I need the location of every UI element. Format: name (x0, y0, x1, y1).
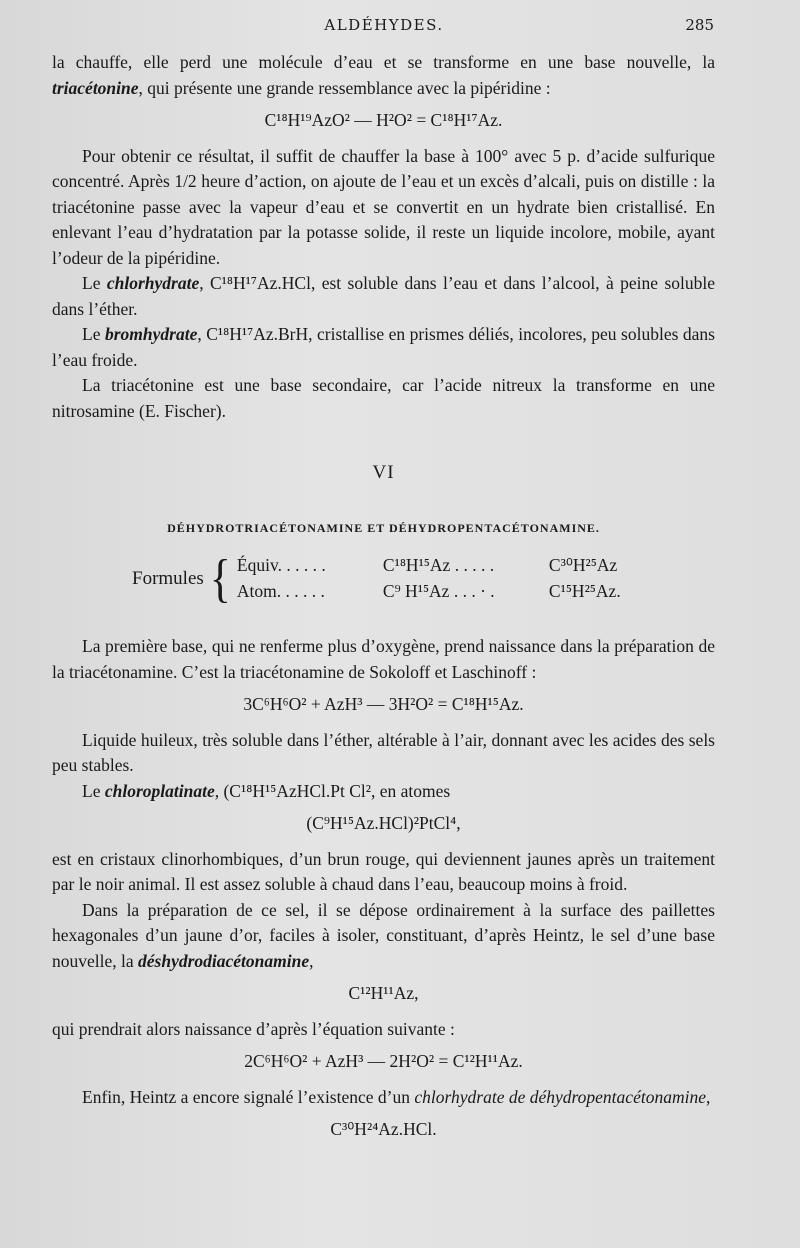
text-run: Le (82, 780, 105, 801)
body-text (52, 50, 715, 1153)
row-label: Équiv. . . . . . (236, 555, 326, 575)
text-run: , C¹⁸H¹⁷Az.BrH, cristallise en prismes déliés, incolores, peu solubles dans l’eau froide. (52, 324, 715, 370)
equation-5: 2C⁶H⁶O² + AzH³ — 2H²O² = C¹²H¹¹Az. (244, 1051, 523, 1071)
formula-cell: C⁹ H¹⁵Az . . . · . (382, 580, 495, 601)
text-run: , (C¹⁸H¹⁵AzHCl.Pt Cl², en atomes (214, 780, 451, 801)
formula-row-equiv (237, 553, 669, 579)
running-head: ALDÉHYDES. (324, 16, 444, 34)
paragraph-4 (52, 322, 715, 373)
paragraph-2: Pour obtenir ce résultat, il suffit de chauffer la base à 100° avec 5 p. d’acide sulfurique concentré. Après 1/2 heure d’action, on ajoute de l’eau et un excès d’alcali, puis on distille : la triacétonine passe avec la vapeur d’eau et se convertit en un hydrate bien cristallisé. En enlevant l’eau d’hydratation par la potasse solide, il reste un liquide incolore, mobile, ayant l’odeur de la pipéridine. (52, 145, 715, 268)
text-run: la chauffe, elle perd une molécule d’eau et se transforme en une base nouvelle, la (52, 52, 715, 72)
paragraph-1 (52, 50, 715, 101)
formula-row-atom (237, 579, 669, 605)
formula-cell: C³⁰H²⁵Az (548, 555, 618, 575)
formula-cell: C¹⁵H²⁵Az. (548, 580, 621, 601)
paragraph-6: La première base, qui ne renferme plus d’oxygène, prend naissance dans la préparation de la triacétonamine. C’est la triacétonamine de Sokoloff et Laschinoff : (52, 636, 715, 682)
text-run: Enfin, Heintz a encore signalé l’existence d’un (82, 1086, 415, 1107)
term-triacetonine: triacétonine (52, 77, 139, 98)
section-number: VI (372, 462, 395, 483)
equation-6: C³⁰H²⁴Az.HCl. (330, 1119, 437, 1139)
page-number: 285 (685, 16, 714, 34)
term-chloroplatinate: chloroplatinate (104, 780, 215, 801)
paragraph-10 (52, 898, 715, 975)
row-label: Atom. . . . . . (236, 580, 325, 601)
formulas-rows (237, 553, 669, 604)
page-header (54, 16, 714, 44)
text-run: Le (82, 273, 107, 293)
paragraph-9: est en cristaux clinorhombiques, d’un brun rouge, qui deviennent jaunes après un traitement par le noir animal. Il est assez soluble à chaud dans l’eau, beaucoup moins à froid. (52, 848, 715, 894)
text-run: Le (82, 324, 105, 344)
paragraph-12 (52, 1085, 715, 1111)
paragraph-11: qui prendrait alors naissance d’après l’équation suivante : (52, 1018, 455, 1039)
paragraph-7: Liquide huileux, très soluble dans l’éther, altérable à l’air, donnant avec les acides des sels peu stables. (52, 729, 715, 775)
equation-3: (C⁹H¹⁵Az.HCl)²PtCl⁴, (306, 813, 461, 833)
formulas-label: Formules (132, 567, 204, 589)
term-chlorhydrate-dehydropentacetonamine: chlorhydrate de déhydropentacétonamine (414, 1086, 706, 1107)
text-run: , (309, 950, 314, 971)
text-run: , (705, 1086, 711, 1107)
brace: { (209, 548, 231, 608)
equation-2: 3C⁶H⁶O² + AzH³ — 3H²O² = C¹⁸H¹⁵Az. (243, 694, 524, 714)
text-run: , qui présente une grande ressemblance avec la pipéridine : (138, 77, 551, 98)
formulas-table (132, 548, 715, 608)
paragraph-8 (52, 779, 715, 805)
paragraph-3 (52, 271, 715, 322)
formula-cell: C¹⁸H¹⁵Az . . . . . (382, 555, 495, 575)
text-run: , C¹⁸H¹⁷Az.HCl, est soluble dans l’eau et dans l’alcool, à peine soluble dans l’éther. (52, 273, 716, 319)
paragraph-5: La triacétonine est une base secondaire, car l’acide nitreux la transforme en une nitrosamine (E. Fischer). (52, 375, 715, 421)
equation-1: C¹⁸H¹⁹AzO² — H²O² = C¹⁸H¹⁷Az. (264, 110, 503, 130)
term-chlorhydrate: chlorhydrate (106, 273, 200, 293)
term-bromhydrate: bromhydrate (104, 324, 198, 344)
term-deshydrodiacetonamine: déshydrodiacétonamine (138, 950, 310, 971)
equation-4: C¹²H¹¹Az, (348, 983, 419, 1003)
text-run: Dans la préparation de ce sel, il se dépose ordinairement à la surface des paillettes hexagonales d’un jaune d’or, faciles à isoler, constituant, d’après Heintz, le sel d’une base nouvelle, la (52, 899, 715, 971)
section-title: DÉHYDROTRIACÉTONAMINE ET DÉHYDROPENTACÉTONAMINE. (167, 520, 600, 535)
